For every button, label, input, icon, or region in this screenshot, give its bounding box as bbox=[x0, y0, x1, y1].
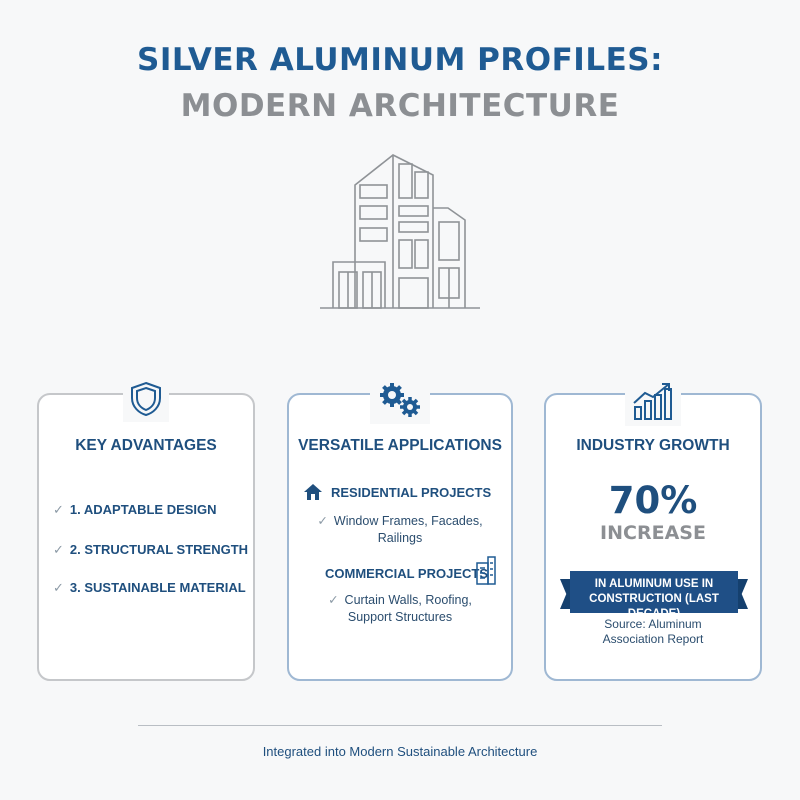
check-icon: ✓ bbox=[317, 514, 328, 528]
shield-icon bbox=[123, 381, 169, 422]
office-building-icon bbox=[475, 555, 497, 590]
growth-ribbon: IN ALUMINUM USE IN CONSTRUCTION (LAST DECADE) bbox=[570, 571, 738, 613]
growth-value: 70% bbox=[608, 479, 698, 522]
commercial-heading: COMMERCIAL PROJECTS bbox=[325, 566, 488, 581]
advantage-item: ✓ 3. SUSTAINABLE MATERIAL bbox=[53, 580, 246, 595]
advantage-item: ✓ 1. ADAPTABLE DESIGN bbox=[53, 502, 217, 517]
residential-list: ✓ Window Frames, Facades, Railings bbox=[317, 514, 483, 545]
advantage-item: ✓ 2. STRUCTURAL STRENGTH bbox=[53, 542, 249, 557]
footer-text: Integrated into Modern Sustainable Architecture bbox=[262, 744, 538, 759]
check-icon: ✓ bbox=[53, 542, 64, 557]
footer-divider bbox=[138, 725, 662, 726]
page-subtitle: MODERN ARCHITECTURE bbox=[180, 88, 620, 124]
growth-label: INCREASE bbox=[600, 522, 706, 544]
residential-heading: RESIDENTIAL PROJECTS bbox=[331, 485, 492, 500]
growth-chart-icon bbox=[625, 381, 681, 426]
versatile-applications-card bbox=[287, 393, 513, 681]
versatile-applications-title: VERSATILE APPLICATIONS bbox=[298, 437, 502, 454]
check-icon: ✓ bbox=[53, 502, 64, 517]
page-title: SILVER ALUMINUM PROFILES: bbox=[137, 42, 663, 78]
building-outline-icon bbox=[315, 150, 485, 312]
check-icon: ✓ bbox=[53, 580, 64, 595]
house-icon bbox=[303, 483, 323, 506]
check-icon: ✓ bbox=[328, 593, 339, 607]
industry-growth-card bbox=[544, 393, 762, 681]
source-note: Source: Aluminum Association Report bbox=[602, 617, 704, 646]
commercial-list: ✓ Curtain Walls, Roofing, Support Structures bbox=[328, 593, 472, 624]
key-advantages-card bbox=[37, 393, 255, 681]
gears-icon bbox=[370, 381, 430, 424]
key-advantages-title: KEY ADVANTAGES bbox=[75, 437, 217, 454]
industry-growth-title: INDUSTRY GROWTH bbox=[576, 437, 730, 454]
